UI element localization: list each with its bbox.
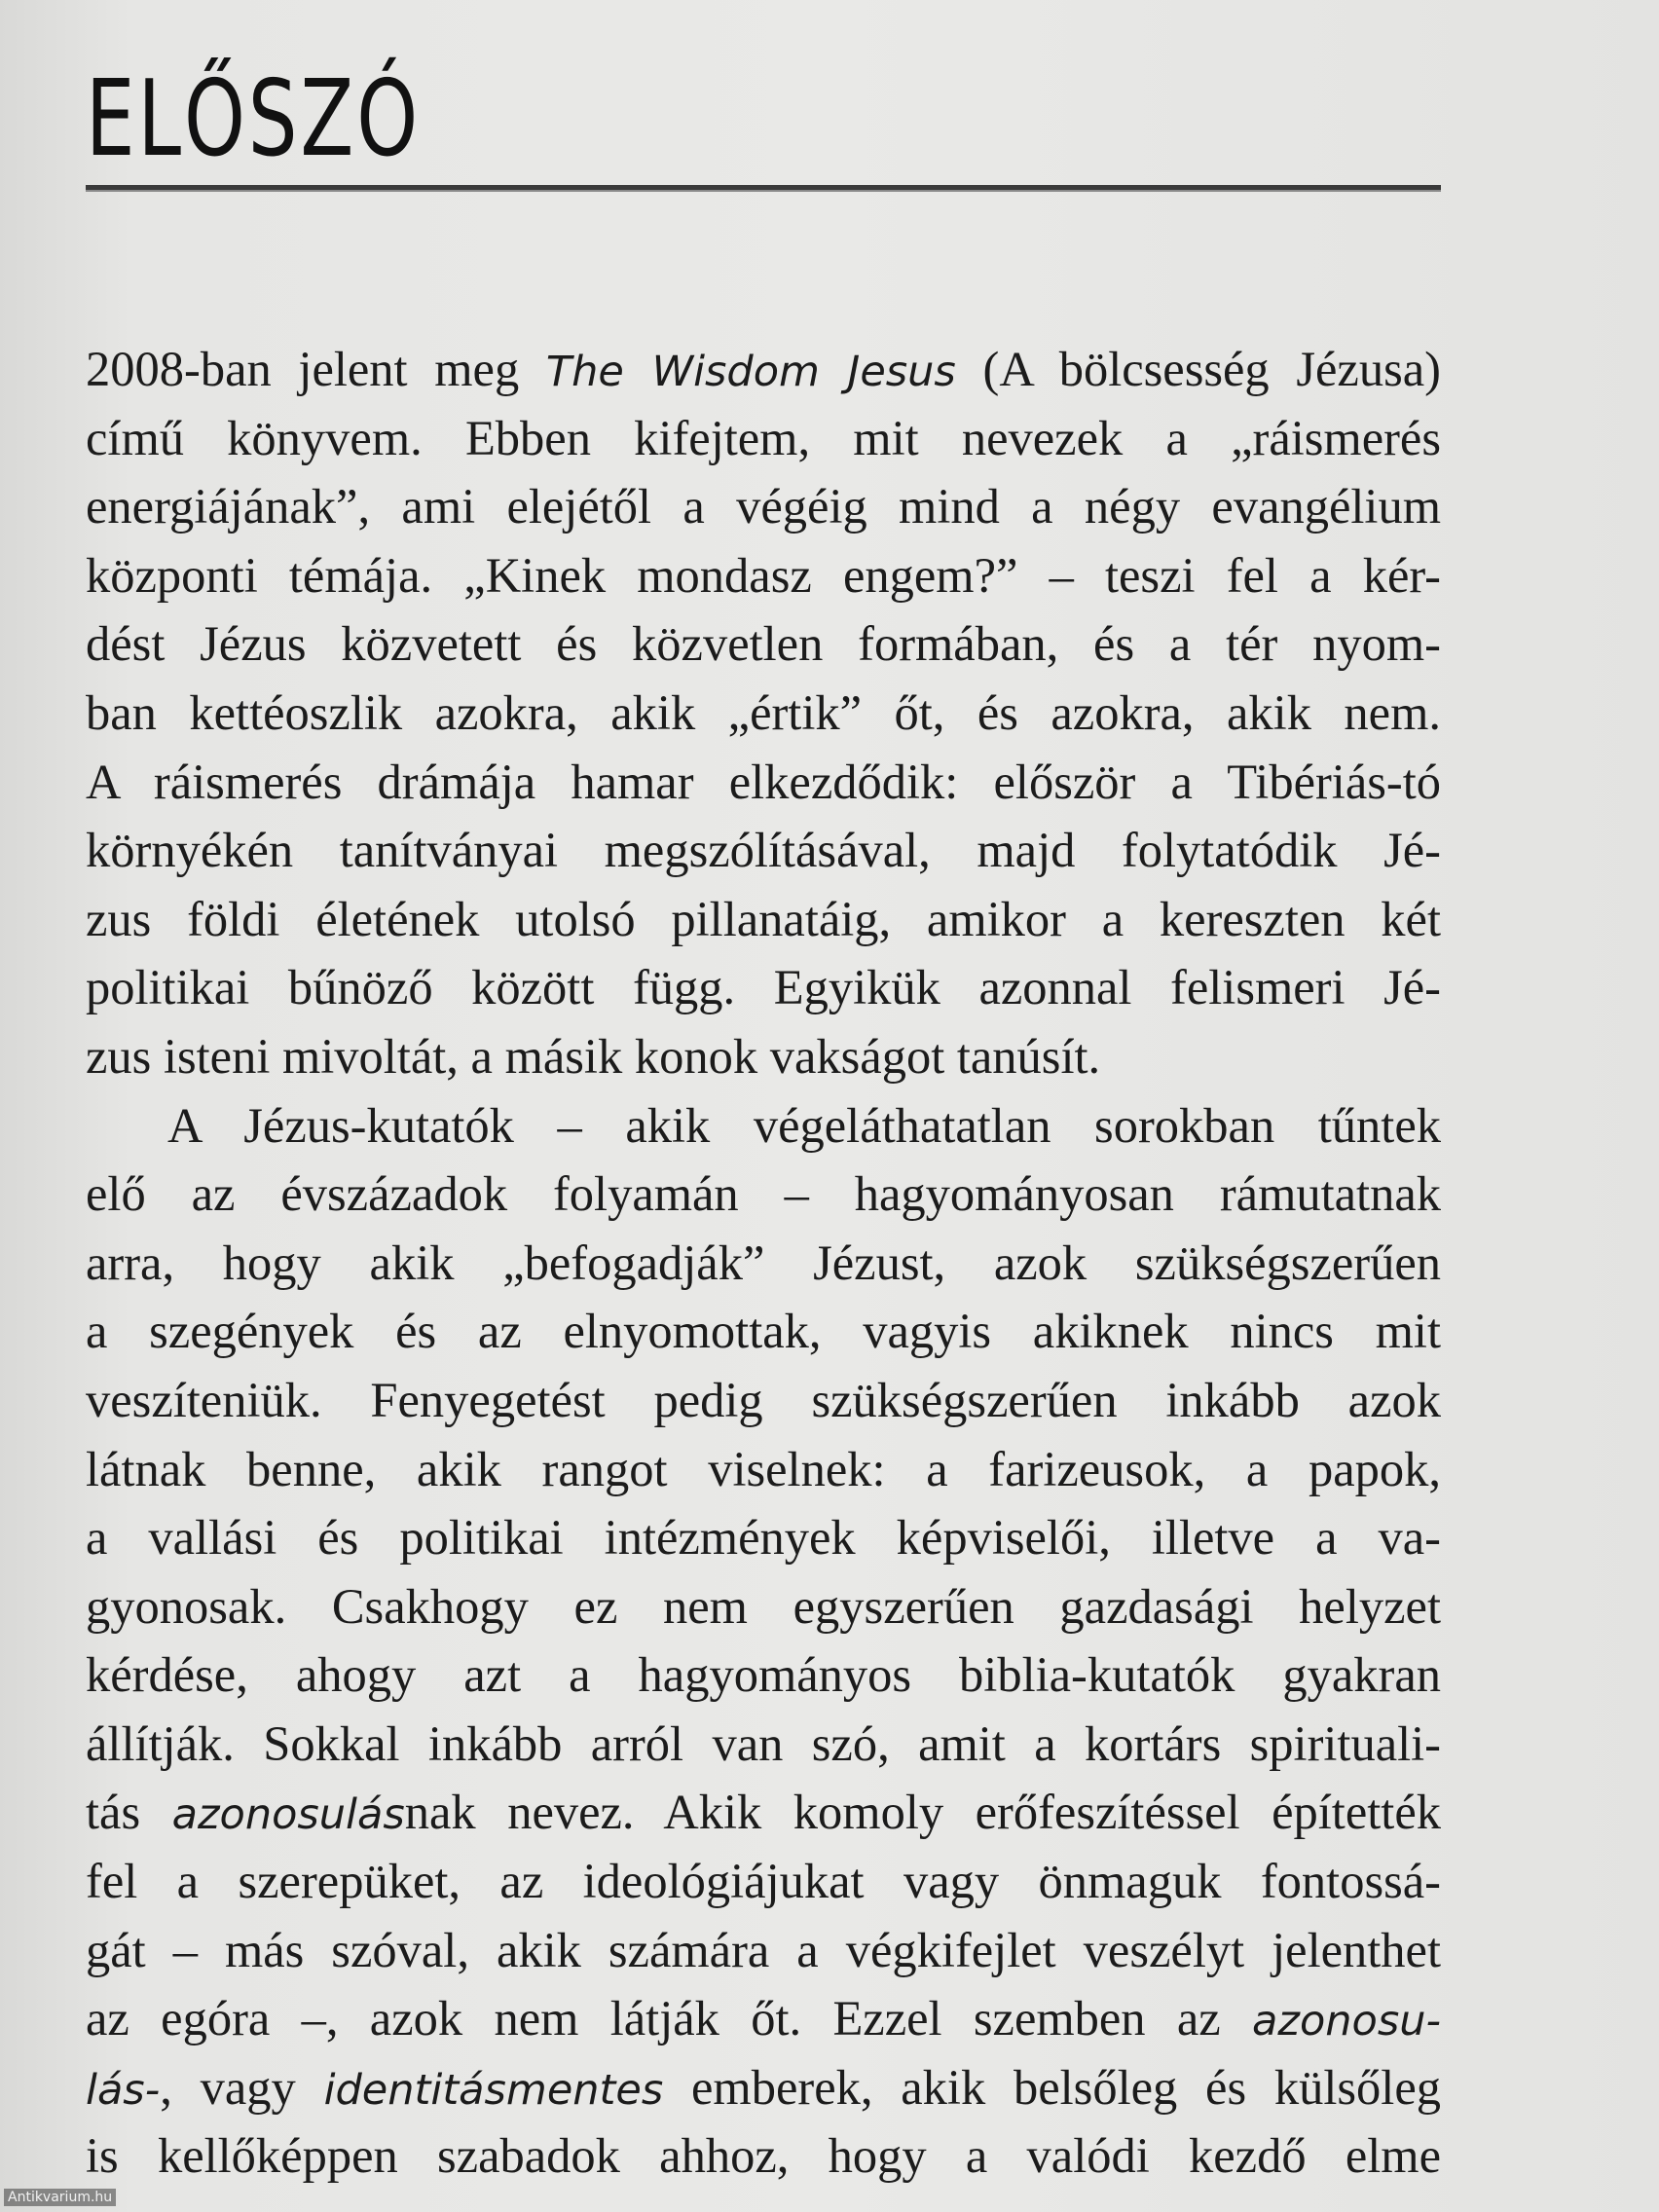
italic-text: azonosulás [171, 1790, 405, 1840]
text-run: a vallási és politikai intézmények képviselői, illetve a va- [86, 1510, 1441, 1566]
text-run: elő az évszázadok folyamán – hagyományosan rámutatnak [86, 1166, 1441, 1222]
text-line [86, 541, 1441, 610]
text-run: A Jézus-kutatók – akik végeláthatatlan sorokban tűntek [167, 1097, 1441, 1153]
text-line [86, 953, 1441, 1022]
text-run: a szegények és az elnyomottak, vagyis akiknek nincs mit [86, 1304, 1441, 1359]
text-run: (A bölcsesség Jézusa) [955, 342, 1441, 396]
italic-text: identitásmentes [323, 2065, 664, 2115]
text-run: arra, hogy akik „befogadják” Jézust, azok szükségszerűen [86, 1235, 1441, 1290]
text-line [86, 1229, 1441, 1298]
text-run: gát – más szóval, akik számára a végkifejlet veszélyt jelenthet [86, 1922, 1441, 1977]
text-run: ban kettéoszlik azokra, akik „értik” őt, és azokra, akik nem. [86, 684, 1441, 740]
text-line [86, 1572, 1441, 1641]
text-line [86, 335, 1441, 404]
text-line [86, 1435, 1441, 1504]
text-run: A ráismerés drámája hamar elkezdődik: először a Tibériás-tó [86, 754, 1441, 809]
text-run: zus földi életének utolsó pillanatáig, amikor a kereszten két [86, 891, 1441, 946]
text-run: központi témája. „Kinek mondasz engem?” – teszi fel a kér- [86, 547, 1441, 603]
text-line [86, 1710, 1441, 1779]
text-line [86, 1641, 1441, 1710]
text-run: dést Jézus közvetett és közvetlen formában, és a tér nyom- [86, 616, 1441, 672]
text-run: veszíteniük. Fenyegetést pedig szükségszerűen inkább azok [86, 1372, 1441, 1427]
italic-text: lás- [86, 2065, 161, 2115]
text-run: politikai bűnöző között függ. Egyikük azonnal felismeri Jé- [86, 960, 1441, 1015]
text-line [86, 1984, 1441, 2053]
text-run: is kellőképpen szabadok ahhoz, hogy a valódi kezdő elme [86, 2128, 1441, 2184]
text-line [86, 748, 1441, 817]
text-run: zus isteni mivoltát, a másik konok vakságot tanúsít. [86, 1028, 1101, 1084]
text-run: kérdése, ahogy azt a hagyományos biblia-kutatók gyakran [86, 1647, 1441, 1703]
text-run: című könyvem. Ebben kifejtem, mit nevezek a „ráismerés [86, 410, 1441, 465]
text-run: állítják. Sokkal inkább arról van szó, amit a kortárs spirituali- [86, 1715, 1441, 1771]
text-line [86, 1297, 1441, 1366]
text-line [86, 1503, 1441, 1572]
text-line [86, 885, 1441, 954]
italic-text: The Wisdom Jesus [545, 348, 956, 396]
text-run: nak nevez. Akik komoly erőfeszítéssel építették [404, 1785, 1441, 1840]
text-line [86, 1091, 1441, 1161]
text-line [86, 472, 1441, 541]
text-run: 2008-ban jelent meg [86, 342, 546, 396]
text-run: tás [86, 1785, 172, 1840]
text-line [86, 609, 1441, 679]
text-run: környékén tanítványai megszólításával, majd folytatódik Jé- [86, 823, 1441, 878]
text-run: energiájának”, ami elejétől a végéig mind a négy evangélium [86, 479, 1441, 535]
watermark: Antikvarium.hu [4, 2189, 116, 2206]
body-text [86, 335, 1441, 2191]
text-line [86, 1160, 1441, 1229]
text-line [86, 1847, 1441, 1916]
text-line [86, 679, 1441, 748]
text-run: , vagy [160, 2059, 324, 2115]
text-line [86, 1366, 1441, 1435]
italic-text: azonosu- [1252, 1997, 1441, 2046]
text-line [86, 404, 1441, 473]
text-run: az egóra –, azok nem látják őt. Ezzel szemben az [86, 1991, 1253, 2046]
text-line [86, 1022, 1441, 1091]
text-line [86, 1916, 1441, 1985]
text-line [86, 2121, 1441, 2191]
text-line [86, 2053, 1441, 2122]
chapter-heading: ELŐSZÓ [86, 58, 422, 180]
text-run: gyonosak. Csakhogy ez nem egyszerűen gazdasági helyzet [86, 1578, 1441, 1634]
text-line [86, 816, 1441, 885]
heading-rule [86, 185, 1441, 192]
text-line [86, 1778, 1441, 1847]
text-run: fel a szerepüket, az ideológiájukat vagy önmaguk fontossá- [86, 1854, 1441, 1909]
text-run: látnak benne, akik rangot viselnek: a farizeusok, a papok, [86, 1441, 1441, 1496]
text-run: emberek, akik belsőleg és külsőleg [663, 2059, 1441, 2115]
